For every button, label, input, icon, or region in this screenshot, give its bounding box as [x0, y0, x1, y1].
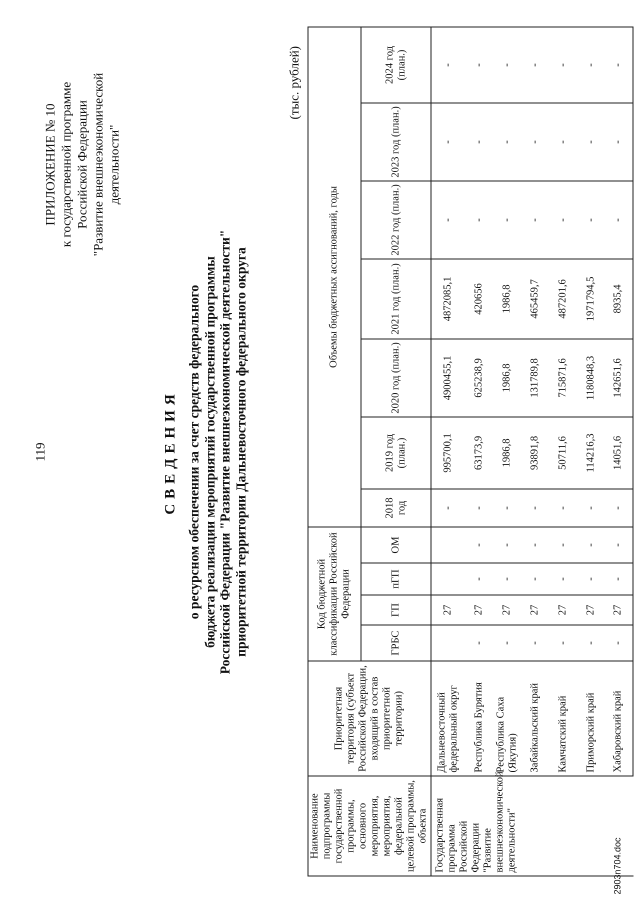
territory-cell: Дальневосточный федеральный округ — [431, 661, 465, 776]
cell-gp: 27 — [605, 595, 633, 625]
document-file-id: 2903n704.doc — [612, 837, 623, 895]
header-2020: 2020 год (план.) — [361, 339, 431, 417]
cell-y2019: 93891,8 — [521, 417, 549, 489]
annex-block — [43, 25, 123, 305]
document-title: СВЕДЕНИЯ — [162, 389, 179, 515]
cell-grbs — [431, 625, 465, 661]
cell-y2020: 1180848,3 — [577, 339, 605, 417]
cell-y2022: - — [577, 181, 605, 259]
cell-y2021: 4872085,1 — [431, 259, 465, 339]
header-om: ОМ — [361, 527, 431, 563]
cell-y2024: - — [577, 27, 605, 103]
territory-cell: Камчатский край — [549, 661, 577, 776]
header-2023: 2023 год (план.) — [361, 103, 431, 181]
cell-y2024: - — [521, 27, 549, 103]
cell-y2021: 420656 — [465, 259, 493, 339]
cell-gp: 27 — [493, 595, 521, 625]
cell-om: - — [577, 527, 605, 563]
annex-line: деятельности" — [106, 124, 122, 205]
cell-y2023: - — [493, 103, 521, 181]
header-2024: 2024 год (план.) — [361, 27, 431, 103]
table-body — [431, 27, 633, 876]
annex-line: к государственной программе — [58, 81, 74, 248]
header-2022: 2022 год (план.) — [361, 181, 431, 259]
cell-y2024: - — [431, 27, 465, 103]
cell-y2024: - — [605, 27, 633, 103]
territory-cell: Республика Саха (Якутия) — [493, 661, 521, 776]
cell-pgp: - — [465, 563, 493, 595]
cell-y2021: 465459,7 — [521, 259, 549, 339]
cell-grbs: - — [605, 625, 633, 661]
header-2019: 2019 год (план.) — [361, 417, 431, 489]
cell-y2022: - — [465, 181, 493, 259]
cell-pgp: - — [493, 563, 521, 595]
cell-y2019: 114216,3 — [577, 417, 605, 489]
cell-grbs: - — [521, 625, 549, 661]
header-gp: ГП — [361, 595, 431, 625]
table-row — [549, 27, 577, 876]
territory-cell: Приморский край — [577, 661, 605, 776]
cell-grbs: - — [577, 625, 605, 661]
cell-y2022: - — [431, 181, 465, 259]
cell-y2020: 715871,6 — [549, 339, 577, 417]
table-row — [465, 27, 493, 876]
cell-y2020: 4900455,1 — [431, 339, 465, 417]
cell-gp: 27 — [465, 595, 493, 625]
cell-y2018: - — [431, 489, 465, 527]
cell-y2019: 14051,6 — [605, 417, 633, 489]
program-name-cell: Государственная программа Российской Федерации "Развитие внешнеэкономической деятельности" — [431, 776, 633, 876]
cell-y2019: 50711,6 — [549, 417, 577, 489]
header-name: Наименование подпрограммы государственной программы, основного мероприятия, мероприятия, федеральной целевой программы, объекта — [308, 776, 431, 876]
cell-pgp: - — [521, 563, 549, 595]
cell-y2021: 487201,6 — [549, 259, 577, 339]
cell-y2024: - — [465, 27, 493, 103]
annex-title: ПРИЛОЖЕНИЕ № 10 — [42, 103, 58, 226]
cell-y2022: - — [605, 181, 633, 259]
header-2021: 2021 год (план.) — [361, 259, 431, 339]
cell-gp: 27 — [577, 595, 605, 625]
cell-y2021: 8935,4 — [605, 259, 633, 339]
cell-y2022: - — [493, 181, 521, 259]
header-2018: 2018 год — [361, 489, 431, 527]
cell-y2024: - — [493, 27, 521, 103]
header-budget-code: Код бюджетной классификации Российской Федерации — [308, 527, 361, 661]
header-pgp: пГП — [361, 563, 431, 595]
annex-line: "Развитие внешнеэкономической — [90, 72, 106, 257]
cell-y2020: 625238,9 — [465, 339, 493, 417]
table-row — [431, 27, 465, 876]
cell-y2022: - — [521, 181, 549, 259]
cell-pgp: - — [605, 563, 633, 595]
cell-gp: 27 — [549, 595, 577, 625]
cell-y2023: - — [605, 103, 633, 181]
cell-y2023: - — [549, 103, 577, 181]
subtitle-line: Российской Федерации "Развитие внешнеэкономической деятельности" — [217, 229, 233, 675]
cell-y2022: - — [549, 181, 577, 259]
cell-y2023: - — [577, 103, 605, 181]
subtitle-line: бюджета реализации мероприятий государственной программы — [202, 256, 217, 648]
document-subtitle — [187, 140, 249, 765]
cell-grbs: - — [549, 625, 577, 661]
cell-y2019: 995700,1 — [431, 417, 465, 489]
cell-y2021: 1986,8 — [493, 259, 521, 339]
cell-y2023: - — [521, 103, 549, 181]
cell-y2018: - — [521, 489, 549, 527]
cell-gp: 27 — [521, 595, 549, 625]
cell-gp: 27 — [431, 595, 465, 625]
cell-y2018: - — [549, 489, 577, 527]
cell-pgp: - — [549, 563, 577, 595]
resource-table — [308, 26, 634, 876]
annex-line: Российской Федерации — [74, 100, 90, 229]
cell-y2020: 1986,8 — [493, 339, 521, 417]
territory-cell: Республика Бурятия — [465, 661, 493, 776]
cell-y2018: - — [493, 489, 521, 527]
header-volumes: Объемы бюджетных ассигнований, годы — [308, 27, 361, 527]
cell-om: - — [493, 527, 521, 563]
cell-y2023: - — [465, 103, 493, 181]
cell-grbs: - — [493, 625, 521, 661]
cell-y2018: - — [605, 489, 633, 527]
cell-y2021: 1971794,5 — [577, 259, 605, 339]
cell-pgp — [431, 563, 465, 595]
territory-cell: Забайкальский край — [521, 661, 549, 776]
cell-om — [431, 527, 465, 563]
cell-y2019: 63173,9 — [465, 417, 493, 489]
cell-om: - — [605, 527, 633, 563]
subtitle-line: приоритетной территории Дальневосточного федерального округа — [233, 247, 248, 657]
cell-y2018: - — [465, 489, 493, 527]
table-row — [605, 27, 633, 876]
cell-y2023: - — [431, 103, 465, 181]
rotated-document-page — [1, 0, 640, 905]
territory-cell: Хабаровский край — [605, 661, 633, 776]
cell-om: - — [521, 527, 549, 563]
cell-y2018: - — [577, 489, 605, 527]
header-territory: Приоритетная территория (субъект Российской Федерации, входящий в состав приоритетной территории) — [308, 661, 431, 776]
cell-om: - — [465, 527, 493, 563]
subtitle-line: о ресурсном обеспечении за счет средств федерального — [186, 284, 202, 620]
cell-y2019: 1986,8 — [493, 417, 521, 489]
cell-grbs: - — [465, 625, 493, 661]
units-label: (тыс. рублей) — [286, 45, 302, 120]
cell-pgp: - — [577, 563, 605, 595]
table-row — [493, 27, 521, 876]
page-number: 119 — [32, 442, 48, 462]
header-grbs: ГРБС — [361, 625, 431, 661]
table-row — [577, 27, 605, 876]
cell-y2020: 142651,6 — [605, 339, 633, 417]
cell-y2020: 131789,8 — [521, 339, 549, 417]
cell-y2024: - — [549, 27, 577, 103]
table-row — [521, 27, 549, 876]
cell-om: - — [549, 527, 577, 563]
